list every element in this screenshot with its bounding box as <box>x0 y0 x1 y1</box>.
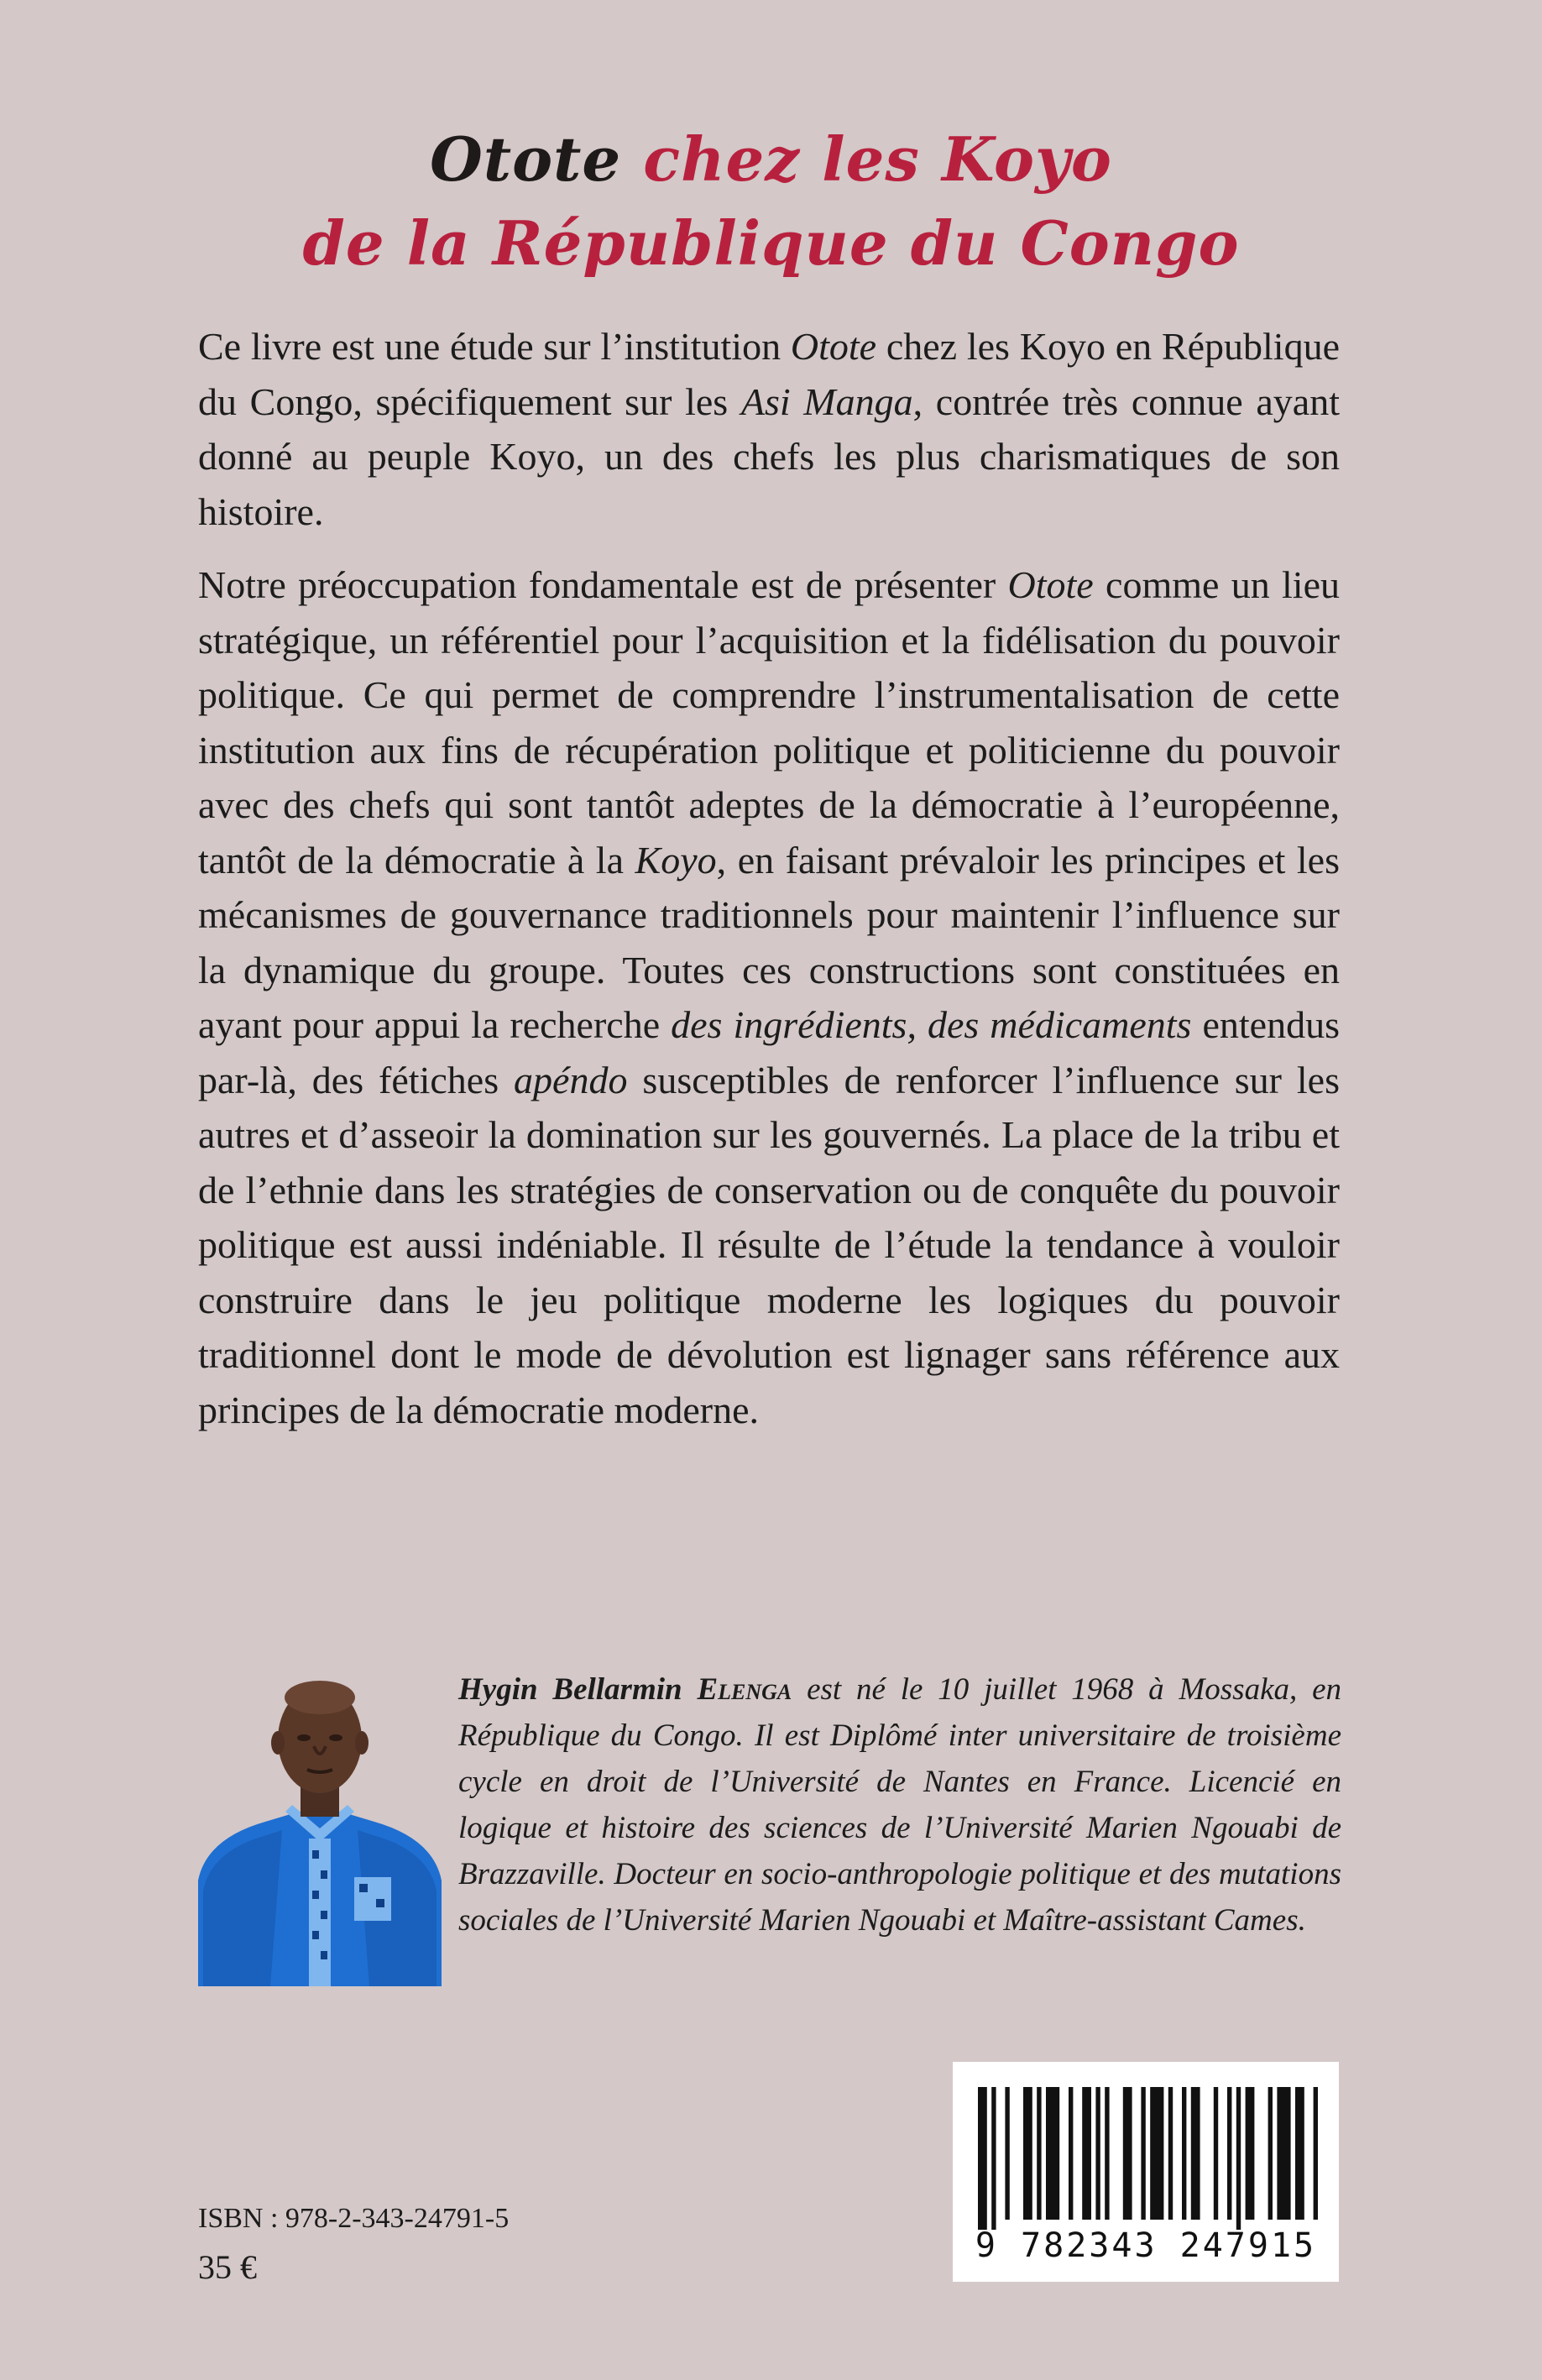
text-run: chez les Koyo en République du Congo, spécifiquement sur les <box>198 325 1340 423</box>
cover-title <box>0 118 1542 285</box>
author-first-names: Hygin Bellarmin <box>458 1672 682 1707</box>
barcode-bar <box>1023 2087 1032 2220</box>
text-run: Notre préoccupation fondamentale est de présenter <box>198 563 1008 606</box>
title-ototo-word: Otote <box>430 123 622 195</box>
title-line-2: de la République du Congo <box>302 207 1240 279</box>
author-surname: Elenga <box>697 1672 792 1707</box>
text-run: Ce livre est une étude sur l’institution <box>198 325 791 368</box>
text-run: susceptibles de renforcer l’influence sur les autres et d’asseoir la domination sur les gouvernés. La place de la tribu et de l’ethnie dans les stratégies de conservation ou de conquête du pouvoir politique est aussi indéniable. Il résulte de l’étude la tendance à vouloir construire dans le jeu politique moderne les logiques du pouvoir traditionnel dont le mode de dévolution est lignager sans référence aux principes de la démocratie moderne. <box>198 1058 1340 1431</box>
barcode-bar <box>1236 2087 1241 2230</box>
barcode-bar <box>1105 2087 1109 2220</box>
barcode-bar <box>1069 2087 1073 2220</box>
author-photo <box>198 1671 442 1986</box>
italic-term: des ingrédients, des médicaments <box>671 1003 1192 1046</box>
barcode-bar <box>1182 2087 1186 2220</box>
italic-term: Otote <box>790 325 877 368</box>
text-run: entendus par-là, des fétiches <box>198 1003 1340 1101</box>
text-run: , contrée très connue ayant donné au peuple Koyo, un des chefs les plus charismatiques de son histoire. <box>198 379 1340 533</box>
barcode-bar <box>1141 2087 1145 2220</box>
barcode-bar <box>1191 2087 1200 2220</box>
author-portrait-icon <box>198 1671 442 1986</box>
barcode-bar <box>1082 2087 1091 2220</box>
isbn-label: ISBN : 978-2-343-24791-5 <box>198 2203 510 2234</box>
barcode-bar <box>1246 2087 1255 2220</box>
italic-term: Koyo <box>635 838 717 881</box>
title-line-1-red: chez les Koyo <box>643 123 1112 195</box>
italic-term: Otote <box>1007 563 1094 606</box>
barcode-bar <box>1295 2087 1304 2220</box>
barcode-bar <box>1277 2087 1290 2220</box>
barcode-bar <box>1095 2087 1100 2220</box>
barcode-bars-icon <box>953 2062 1339 2230</box>
barcode-bar <box>1314 2087 1318 2220</box>
barcode-bar <box>1168 2087 1173 2220</box>
title-line-1 <box>0 118 1542 201</box>
barcode-bar <box>1037 2087 1041 2220</box>
summary-paragraph-2 <box>198 557 1340 1437</box>
barcode-bar <box>1150 2087 1163 2220</box>
text-run: comme un lieu stratégique, un référentiel pour l’acquisition et la fidélisation du pouvoir politique. Ce qui permet de comprendre l’instrumentalisation de cette institution aux fins de récupération politique et politicienne du pouvoir avec des chefs qui sont tantôt adeptes de la démocratie à l’européenne, tantôt de la démocratie à la <box>198 563 1340 881</box>
barcode-bar <box>1268 2087 1273 2220</box>
barcode-bar <box>1005 2087 1009 2220</box>
barcode-bar <box>1227 2087 1231 2220</box>
italic-term: apéndo <box>514 1058 628 1101</box>
barcode-bar <box>978 2087 987 2230</box>
barcode <box>953 2062 1339 2282</box>
author-bio-text: est né le 10 juillet 1968 à Mossaka, en République du Congo. Il est Diplômé inter universitaire de troisième cycle en droit de l’Université de Nantes en France. Licencié en logique et histoire des sciences de l’Université Marien Ngouabi de Brazzaville. Docteur en socio-anthropologie politique et des mutations sociales de l’Université Marien Ngouabi et Maître-assistant Cames. <box>458 1672 1341 1938</box>
barcode-bar <box>1214 2087 1218 2220</box>
barcode-bar <box>1123 2087 1132 2220</box>
text-run: , en faisant prévaloir les principes et les mécanismes de gouvernance traditionnels pour maintenir l’influence sur la dynamique du groupe. Toutes ces constructions sont constituées en ayant pour appui la recherche <box>198 838 1340 1046</box>
barcode-bar <box>991 2087 996 2230</box>
italic-term: Asi Manga <box>740 379 913 423</box>
summary-text <box>198 319 1340 1456</box>
author-bio <box>458 1666 1341 1943</box>
barcode-digits: 9 782343 247915 <box>975 2226 1317 2265</box>
summary-paragraph-1 <box>198 319 1340 539</box>
barcode-bar <box>1046 2087 1059 2220</box>
price-label: 35 € <box>198 2248 257 2286</box>
